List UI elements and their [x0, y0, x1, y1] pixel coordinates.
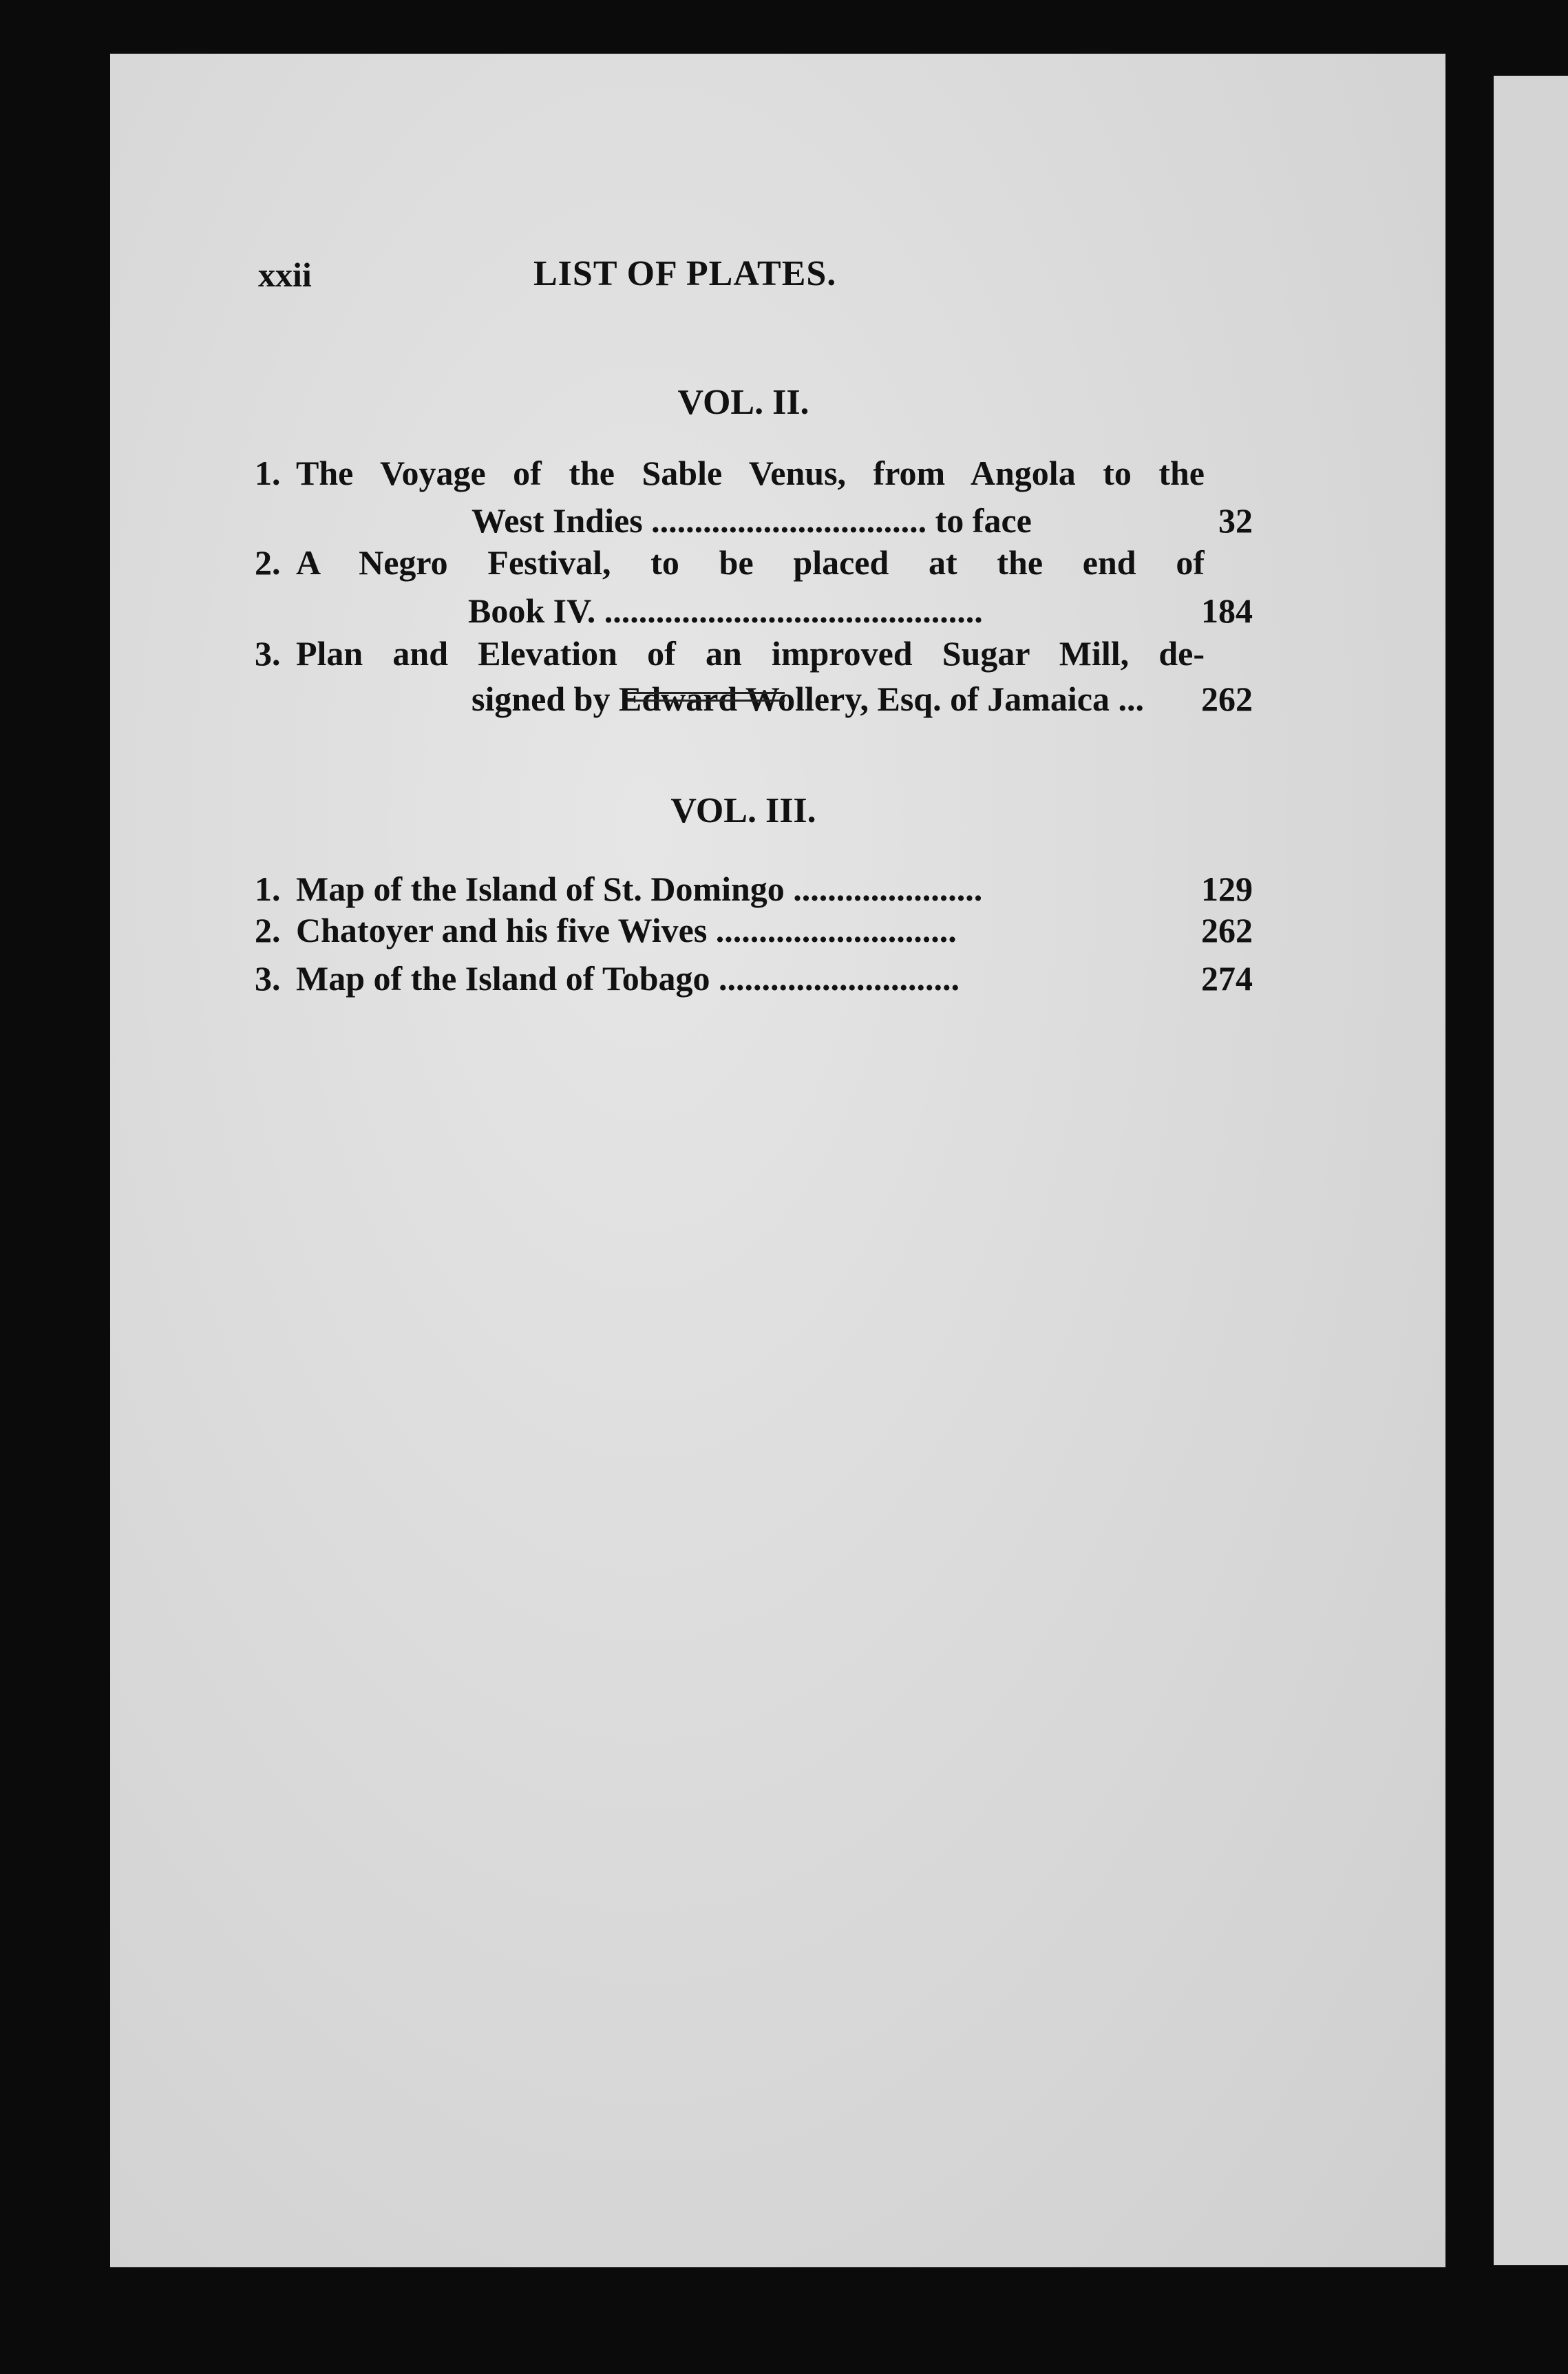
adjacent-page-edge [1494, 76, 1568, 2265]
entry-page: 184 [1201, 591, 1253, 630]
entry-page: 262 [1201, 680, 1253, 718]
entry-text: Plan and Elevation of an improved Sugar Mill, de- [296, 634, 1205, 673]
entry-text: signed by Edward Wollery, Esq. of Jamaica ... [472, 680, 1144, 718]
entry-page: 32 [1218, 501, 1253, 540]
entry-page: 262 [1201, 911, 1253, 949]
entry-number: 2. [255, 543, 281, 582]
entry-text: A Negro Festival, to be placed at the end of [296, 543, 1205, 582]
page-title: LIST OF PLATES. [533, 254, 837, 293]
entry-text: The Voyage of the Sable Venus, from Angola to the [296, 454, 1205, 492]
plate-entry-line [255, 453, 1253, 497]
entry-text: Map of the Island of Tobago ............................ [296, 959, 960, 998]
page-number: xxii [258, 255, 312, 294]
volume-heading: VOL. III. [670, 791, 816, 830]
entry-text: Book IV. ............................................ [468, 591, 983, 630]
entry-number: 1. [255, 454, 281, 492]
volume-heading: VOL. II. [677, 383, 809, 422]
entry-page: 274 [1201, 959, 1253, 998]
plate-entry-line [255, 633, 1253, 677]
entry-number: 1. [255, 870, 281, 908]
section-divider [626, 692, 785, 702]
plate-entry-line [255, 869, 1253, 913]
plate-entry-line [255, 910, 1253, 954]
entry-page: 129 [1201, 870, 1253, 908]
entry-number: 2. [255, 911, 281, 949]
plate-entry-line [255, 958, 1253, 1002]
entry-number: 3. [255, 959, 281, 998]
entry-number: 3. [255, 634, 281, 673]
plate-entry-line [255, 501, 1253, 545]
entry-text: Map of the Island of St. Domingo ...................... [296, 870, 983, 908]
entry-text: Chatoyer and his five Wives ............................ [296, 911, 957, 949]
plate-entry-line [255, 591, 1253, 635]
entry-text: West Indies ................................ to face [472, 501, 1032, 540]
plate-entry-line [255, 543, 1253, 587]
